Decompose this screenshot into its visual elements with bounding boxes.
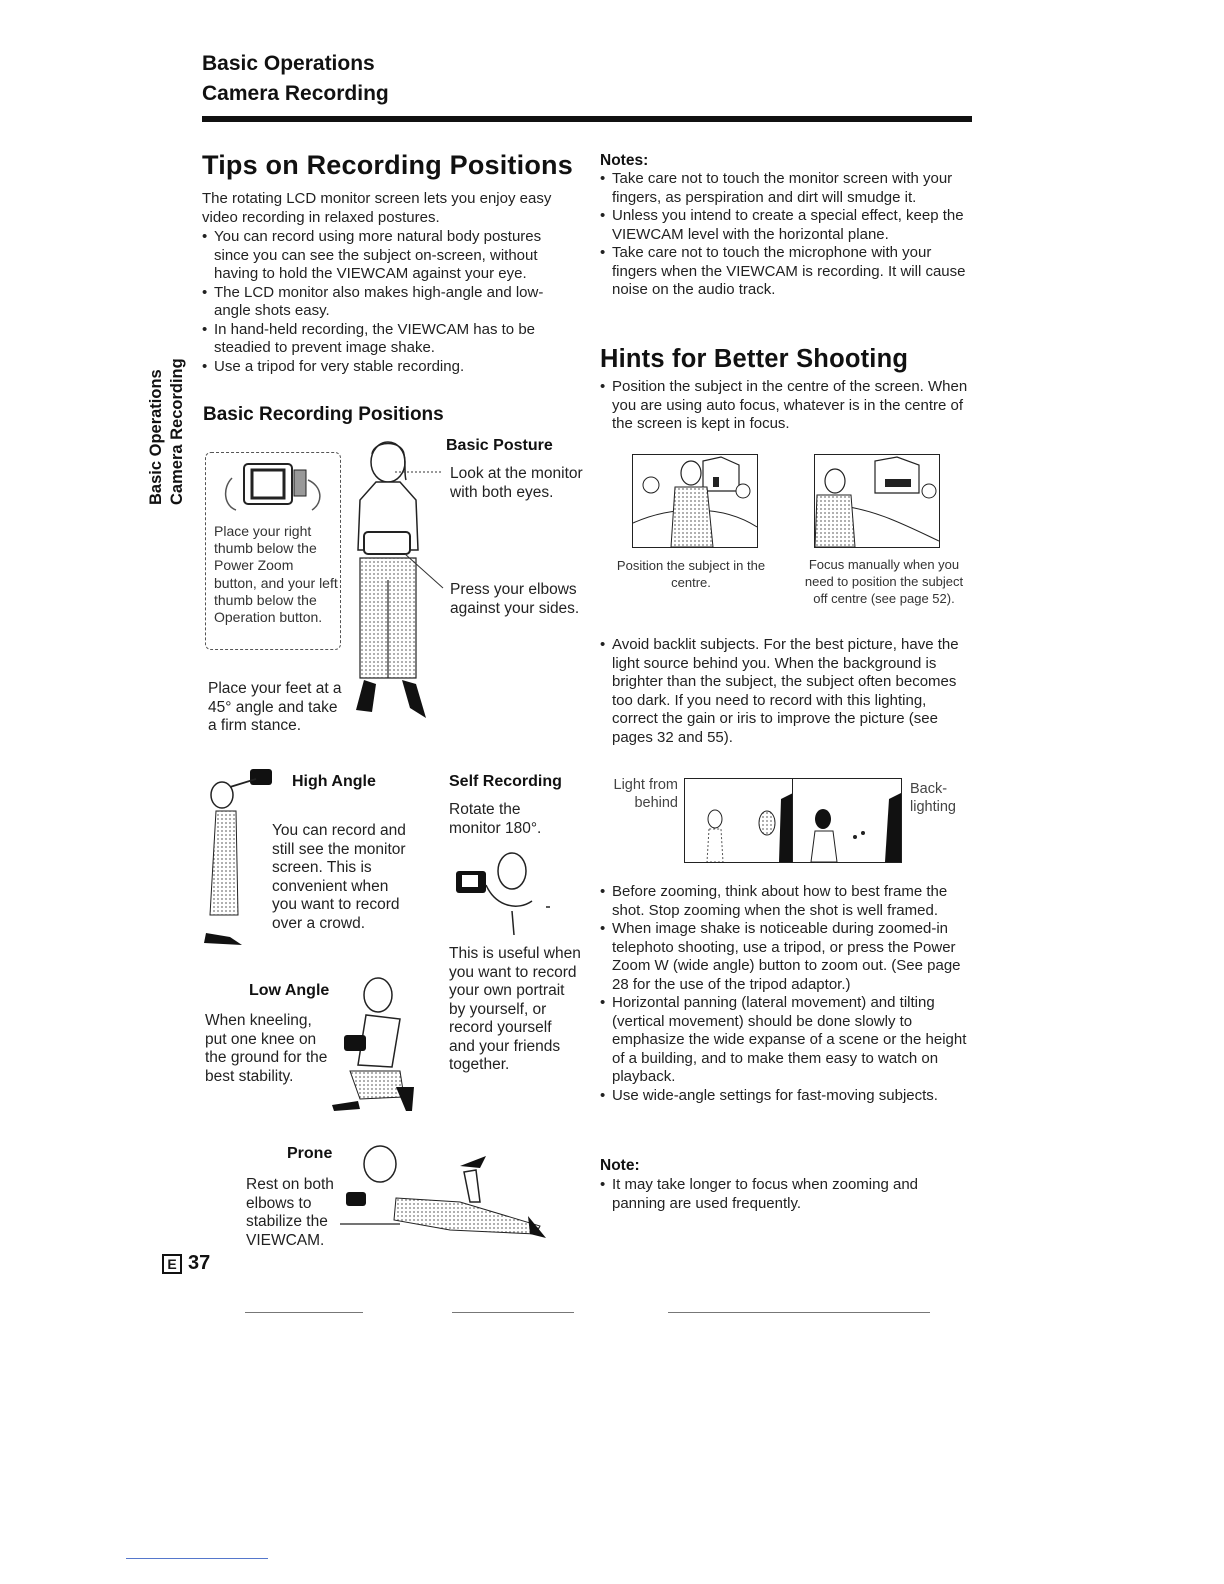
tips-bullets [202,228,574,376]
hints-bullet: • When image shake is noticeable during zoomed-in telephoto shooting, use a tripod, or press the Power Zoom W (wide angle) button to zoom out. (See page 28 for the use of the tripod adaptor.) [600,920,976,994]
back-lighting-sketch [793,779,901,862]
header-subsection: Camera Recording [202,82,389,105]
light-behind-frame [684,778,794,863]
camera-grip-icon [212,458,332,514]
tips-bullet: • Use a tripod for very stable recording. [202,358,574,377]
hints-bullet: • Horizontal panning (lateral movement) and tilting (vertical movement) should be done slowly to emphasize the wide expanse of a scene or the height of a building, and to make them easy to watch on playback. [600,994,976,1087]
note-bullets [600,1176,972,1213]
prone-figure [340,1142,550,1242]
header-section: Basic Operations [202,52,375,75]
low-angle-figure [330,975,420,1115]
hints-bullet-2-list [600,636,974,747]
light-behind-sketch [685,779,793,862]
hints-bullet-1-list [600,378,970,434]
basic-positions-title: Basic Recording Positions [203,404,444,425]
thumb-callout-text: Place your right thumb below the Power Zoom button, and your left thumb below the Operation button. [214,523,338,626]
bottom-rule [245,1312,363,1313]
high-angle-figure [200,765,280,950]
hints-bullet: • Use wide-angle settings for fast-moving subjects. [600,1087,976,1106]
off-centre-frame [814,454,940,548]
notes-bullet: • Take care not to touch the microphone with your fingers when the VIEWCAM is recording. It will cause noise on the audio track. [600,244,972,300]
bottom-rule [668,1312,930,1313]
off-centre-caption: Focus manually when you need to position the subject off centre (see page 52). [804,557,964,606]
high-angle-title: High Angle [292,773,376,790]
bottom-rule [126,1558,268,1559]
self-recording-figure [452,845,552,937]
hints-bullet: • Before zooming, think about how to best frame the shot. Stop zooming when the shot is well framed. [600,883,976,920]
look-text: Look at the monitor with both eyes. [450,465,583,501]
notes-bullet: • Unless you intend to create a special effect, keep the VIEWCAM level with the horizontal plane. [600,207,972,244]
note-title: Note: [600,1157,640,1174]
hints-bullet: • Avoid backlit subjects. For the best picture, have the light source behind you. When the background is brighter than the subject, the subject often becomes too dark. If you need to record with this lighting, correct the gain or iris to improve the picture (see pages 32 and 55). [600,636,974,747]
side-tab [146,345,188,505]
feet-text: Place your feet at a 45° angle and take a firm stance. [208,680,342,734]
light-from-behind-label: Light from behind [613,777,678,811]
callout-leader-lines [395,470,445,610]
self-recording-title: Self Recording [449,773,562,790]
prone-text: Rest on both elbows to stabilize the VIEWCAM. [246,1176,334,1249]
back-lighting-frame [792,778,902,863]
hints-bullets-3 [600,883,976,1105]
prone-title: Prone [287,1145,333,1162]
side-tab-line2: Camera Recording [168,358,186,505]
page-number-value: 37 [188,1252,211,1274]
hints-bullet: • Position the subject in the centre of the screen. When you are using auto focus, whatever is in the centre of the screen is kept in focus. [600,378,970,434]
side-tab-line1: Basic Operations [147,369,165,505]
notes-bullets [600,170,972,300]
off-centre-subject-sketch [815,455,939,547]
centre-subject-sketch [633,455,757,547]
back-lighting-label: Back-lighting [910,781,956,815]
notes-bullet: • Take care not to touch the monitor screen with your fingers, as perspiration and dirt will smudge it. [600,170,972,207]
centre-caption: Position the subject in the centre. [616,558,766,590]
tips-intro: The rotating LCD monitor screen lets you enjoy easy video recording in relaxed postures. [202,190,552,226]
hints-title: Hints for Better Shooting [600,345,909,373]
elbows-text: Press your elbows against your sides. [450,581,580,617]
centre-frame [632,454,758,548]
header-rule [202,116,972,122]
notes-title: Notes: [600,152,649,169]
self-recording-rotate: Rotate the monitor 180°. [449,801,542,837]
basic-posture-title: Basic Posture [446,437,553,454]
tips-bullet: • The LCD monitor also makes high-angle and low-angle shots easy. [202,284,574,321]
tips-title: Tips on Recording Positions [202,150,573,180]
page-number [162,1252,210,1275]
page-letter-box: E [162,1254,182,1274]
tips-bullet: • In hand-held recording, the VIEWCAM has to be steadied to prevent image shake. [202,321,574,358]
note-bullet: • It may take longer to focus when zooming and panning are used frequently. [600,1176,972,1213]
bottom-rule [452,1312,574,1313]
tips-bullet: • You can record using more natural body postures since you can see the subject on-screen, without having to hold the VIEWCAM against your eye. [202,228,574,284]
self-recording-text: This is useful when you want to record your own portrait by yourself, or record yourself and your friends together. [449,945,581,1073]
low-angle-title: Low Angle [249,982,330,999]
high-angle-text: You can record and still see the monitor screen. This is convenient when you want to record over a crowd. [272,822,406,932]
low-angle-text: When kneeling, put one knee on the ground for the best stability. [205,1012,328,1085]
